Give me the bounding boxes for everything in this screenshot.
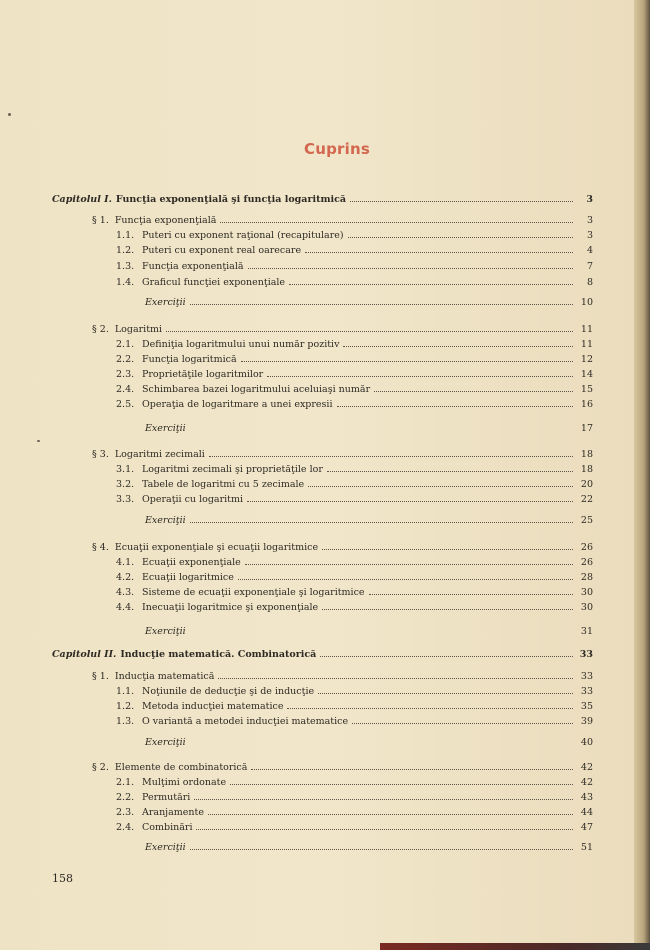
page-ref: 3 bbox=[586, 194, 593, 205]
toc-subsection-row[interactable] bbox=[116, 479, 593, 491]
page-ref: 40 bbox=[580, 737, 593, 748]
subsection-title: Graficul funcţiei exponenţiale bbox=[142, 277, 286, 288]
page-ref: 35 bbox=[580, 701, 593, 712]
subsection-number: 3.2. bbox=[116, 479, 135, 490]
subsection-title: Ecuaţii logaritmice bbox=[142, 572, 234, 583]
dot-leader bbox=[196, 828, 573, 830]
dot-leader bbox=[209, 455, 573, 457]
dot-leader bbox=[248, 267, 573, 269]
page-ref: 3 bbox=[586, 215, 593, 226]
subsection-title: Inecuaţii logaritmice şi exponenţiale bbox=[142, 602, 319, 613]
toc-section-row[interactable] bbox=[92, 215, 593, 227]
toc-exercises-row[interactable] bbox=[145, 515, 593, 527]
toc-subsection-row[interactable] bbox=[116, 277, 593, 289]
subsection-title: Noţiunile de deducţie şi de inducţie bbox=[142, 686, 315, 697]
exercises-label: Exerciţii bbox=[145, 626, 186, 637]
subsection-number: 4.4. bbox=[116, 602, 135, 613]
dot-leader bbox=[374, 390, 573, 392]
toc-section-row[interactable] bbox=[92, 542, 593, 554]
page-ref: 15 bbox=[580, 384, 593, 395]
page-title: Cuprins bbox=[304, 140, 370, 158]
toc-subsection-row[interactable] bbox=[116, 587, 593, 599]
section-title: Logaritmi bbox=[114, 324, 163, 335]
exercises-label: Exerciţii bbox=[145, 423, 186, 434]
page-ref: 47 bbox=[580, 822, 593, 833]
page-ref: 30 bbox=[580, 587, 593, 598]
dot-leader bbox=[352, 722, 573, 724]
toc-subsection-row[interactable] bbox=[116, 686, 593, 698]
dot-leader bbox=[220, 221, 573, 223]
page-ref: 12 bbox=[580, 354, 593, 365]
section-prefix: § 2. bbox=[92, 762, 109, 773]
dot-leader bbox=[267, 375, 573, 377]
subsection-title: Permutări bbox=[142, 792, 191, 803]
page-ref: 44 bbox=[580, 807, 593, 818]
page-number: 158 bbox=[52, 872, 73, 885]
dot-leader bbox=[190, 303, 573, 305]
section-title: Funcţia exponenţială bbox=[114, 215, 217, 226]
dot-leader bbox=[348, 236, 573, 238]
toc-subsection-row[interactable] bbox=[116, 716, 593, 728]
dot-leader bbox=[190, 848, 573, 850]
dot-leader bbox=[320, 655, 573, 657]
dot-leader bbox=[287, 707, 573, 709]
page-ref: 18 bbox=[580, 464, 593, 475]
dot-leader bbox=[230, 783, 573, 785]
subsection-title: Combinări bbox=[142, 822, 193, 833]
paper-speck bbox=[8, 113, 11, 116]
dot-leader bbox=[190, 521, 573, 523]
page-ref: 8 bbox=[586, 277, 593, 288]
subsection-title: Tabele de logaritmi cu 5 zecimale bbox=[142, 479, 305, 490]
dot-leader bbox=[194, 798, 573, 800]
dot-leader bbox=[245, 563, 573, 565]
page-ref: 4 bbox=[586, 245, 593, 256]
toc-subsection-row[interactable] bbox=[116, 792, 593, 804]
subsection-number: 3.1. bbox=[116, 464, 135, 475]
subsection-number: 2.4. bbox=[116, 384, 135, 395]
page-ref: 18 bbox=[580, 449, 593, 460]
section-title: Logaritmi zecimali bbox=[114, 449, 205, 460]
toc-section-row[interactable] bbox=[92, 449, 593, 461]
dot-leader bbox=[238, 578, 573, 580]
toc-section-row[interactable] bbox=[92, 324, 593, 336]
toc-exercises-row[interactable] bbox=[145, 297, 593, 309]
page-ref: 20 bbox=[580, 479, 593, 490]
subsection-title: Definiţia logaritmului unui număr pozitiv bbox=[142, 339, 340, 350]
toc-subsection-row[interactable] bbox=[116, 230, 593, 242]
subsection-number: 1.1. bbox=[116, 230, 135, 241]
toc-subsection-row[interactable] bbox=[116, 354, 593, 366]
section-prefix: § 3. bbox=[92, 449, 109, 460]
page-ref: 26 bbox=[580, 557, 593, 568]
page-ref: 25 bbox=[580, 515, 593, 526]
subsection-title: Puteri cu exponent raţional (recapitulare) bbox=[142, 230, 344, 241]
subsection-number: 1.3. bbox=[116, 261, 135, 272]
dot-leader bbox=[308, 485, 573, 487]
dot-leader bbox=[289, 283, 573, 285]
subsection-title: Aranjamente bbox=[142, 807, 204, 818]
dot-leader bbox=[241, 360, 573, 362]
dot-leader bbox=[369, 593, 573, 595]
toc-subsection-row[interactable] bbox=[116, 822, 593, 834]
subsection-title: Schimbarea bazei logaritmului aceluiaşi număr bbox=[142, 384, 371, 395]
subsection-number: 2.1. bbox=[116, 339, 135, 350]
subsection-number: 1.1. bbox=[116, 686, 135, 697]
subsection-title: Funcţia exponenţială bbox=[142, 261, 244, 272]
toc-subsection-row[interactable] bbox=[116, 807, 593, 819]
dot-leader bbox=[327, 470, 573, 472]
section-title: Inducţia matematică bbox=[114, 671, 215, 682]
subsection-title: Metoda inducţiei matematice bbox=[142, 701, 284, 712]
subsection-number: 3.3. bbox=[116, 494, 135, 505]
toc-subsection-row[interactable] bbox=[116, 572, 593, 584]
bottom-binding-strip bbox=[380, 943, 650, 950]
section-title: Elemente de combinatorică bbox=[114, 762, 248, 773]
subsection-number: 4.2. bbox=[116, 572, 135, 583]
subsection-number: 2.2. bbox=[116, 792, 135, 803]
subsection-title: Mulţimi ordonate bbox=[142, 777, 227, 788]
subsection-title: O variantă a metodei inducţiei matematice bbox=[142, 716, 349, 727]
page-ref: 33 bbox=[580, 686, 593, 697]
subsection-title: Operaţii cu logaritmi bbox=[142, 494, 244, 505]
chapter-prefix: Capitolul I. bbox=[52, 194, 112, 205]
exercises-label: Exerciţii bbox=[145, 297, 186, 308]
subsection-number: 2.3. bbox=[116, 369, 135, 380]
dot-leader bbox=[208, 813, 573, 815]
page-ref: 22 bbox=[580, 494, 593, 505]
toc-section-row[interactable] bbox=[92, 762, 593, 774]
page-ref: 28 bbox=[580, 572, 593, 583]
page-ref: 33 bbox=[580, 671, 593, 682]
subsection-number: 4.1. bbox=[116, 557, 135, 568]
subsection-number: 2.5. bbox=[116, 399, 135, 410]
toc-subsection-row[interactable] bbox=[116, 494, 593, 506]
section-prefix: § 4. bbox=[92, 542, 109, 553]
section-title: Ecuaţii exponenţiale şi ecuaţii logaritmice bbox=[114, 542, 319, 553]
toc-subsection-row[interactable] bbox=[116, 261, 593, 273]
paper-speck bbox=[37, 440, 40, 442]
toc-chapter-row[interactable] bbox=[52, 649, 593, 661]
subsection-number: 1.2. bbox=[116, 245, 135, 256]
toc-exercises-row[interactable] bbox=[145, 842, 593, 854]
subsection-title: Proprietăţile logaritmilor bbox=[142, 369, 264, 380]
page-ref: 7 bbox=[586, 261, 593, 272]
toc-exercises-row[interactable] bbox=[145, 737, 593, 749]
section-prefix: § 2. bbox=[92, 324, 109, 335]
page-ref: 14 bbox=[580, 369, 593, 380]
subsection-title: Funcţia logaritmică bbox=[142, 354, 237, 365]
exercises-label: Exerciţii bbox=[145, 515, 186, 526]
dot-leader bbox=[190, 743, 573, 745]
toc-subsection-row[interactable] bbox=[116, 602, 593, 614]
subsection-title: Operaţia de logaritmare a unei expresii bbox=[142, 399, 333, 410]
page-ref: 39 bbox=[580, 716, 593, 727]
dot-leader bbox=[247, 500, 573, 502]
subsection-number: 1.2. bbox=[116, 701, 135, 712]
subsection-number: 1.3. bbox=[116, 716, 135, 727]
chapter-title: Funcţia exponenţială şi funcţia logaritmică bbox=[115, 194, 347, 205]
subsection-number: 2.2. bbox=[116, 354, 135, 365]
page-ref: 10 bbox=[580, 297, 593, 308]
toc-subsection-row[interactable] bbox=[116, 384, 593, 396]
dot-leader bbox=[190, 429, 573, 431]
toc-exercises-row[interactable] bbox=[145, 626, 593, 638]
subsection-title: Puteri cu exponent real oarecare bbox=[142, 245, 302, 256]
exercises-label: Exerciţii bbox=[145, 737, 186, 748]
page-ref: 43 bbox=[580, 792, 593, 803]
toc-subsection-row[interactable] bbox=[116, 777, 593, 789]
dot-leader bbox=[190, 632, 573, 634]
subsection-title: Sisteme de ecuaţii exponenţiale şi logaritmice bbox=[142, 587, 365, 598]
chapter-title: Inducţie matematică. Combinatorică bbox=[120, 649, 317, 660]
section-prefix: § 1. bbox=[92, 671, 109, 682]
page-ref: 51 bbox=[580, 842, 593, 853]
subsection-number: 1.4. bbox=[116, 277, 135, 288]
page-ref: 30 bbox=[580, 602, 593, 613]
dot-leader bbox=[343, 345, 573, 347]
dot-leader bbox=[337, 405, 574, 407]
page-ref: 16 bbox=[580, 399, 593, 410]
toc-subsection-row[interactable] bbox=[116, 557, 593, 569]
dot-leader bbox=[350, 200, 573, 202]
toc-chapter-row[interactable] bbox=[52, 194, 593, 206]
subsection-number: 2.4. bbox=[116, 822, 135, 833]
page-ref: 26 bbox=[580, 542, 593, 553]
book-spine-shadow bbox=[634, 0, 650, 950]
dot-leader bbox=[218, 677, 573, 679]
chapter-prefix: Capitolul II. bbox=[52, 649, 117, 660]
toc-subsection-row[interactable] bbox=[116, 339, 593, 351]
page-ref: 31 bbox=[580, 626, 593, 637]
subsection-title: Ecuaţii exponenţiale bbox=[142, 557, 241, 568]
dot-leader bbox=[166, 330, 573, 332]
page-ref: 33 bbox=[579, 649, 593, 660]
toc-subsection-row[interactable] bbox=[116, 464, 593, 476]
page-ref: 11 bbox=[580, 324, 593, 335]
subsection-number: 4.3. bbox=[116, 587, 135, 598]
subsection-number: 2.1. bbox=[116, 777, 135, 788]
dot-leader bbox=[322, 548, 573, 550]
subsection-title: Logaritmi zecimali şi proprietăţile lor bbox=[142, 464, 323, 475]
toc-exercises-row[interactable] bbox=[145, 423, 593, 435]
toc-subsection-row[interactable] bbox=[116, 399, 593, 411]
toc-section-row[interactable] bbox=[92, 671, 593, 683]
page-ref: 42 bbox=[580, 777, 593, 788]
dot-leader bbox=[318, 692, 573, 694]
toc-subsection-row[interactable] bbox=[116, 369, 593, 381]
page-ref: 42 bbox=[580, 762, 593, 773]
subsection-number: 2.3. bbox=[116, 807, 135, 818]
dot-leader bbox=[322, 608, 573, 610]
page-ref: 11 bbox=[580, 339, 593, 350]
dot-leader bbox=[251, 768, 573, 770]
page-ref: 17 bbox=[580, 423, 593, 434]
toc-subsection-row[interactable] bbox=[116, 245, 593, 257]
page-ref: 3 bbox=[586, 230, 593, 241]
toc-subsection-row[interactable] bbox=[116, 701, 593, 713]
exercises-label: Exerciţii bbox=[145, 842, 186, 853]
section-prefix: § 1. bbox=[92, 215, 109, 226]
dot-leader bbox=[305, 251, 573, 253]
